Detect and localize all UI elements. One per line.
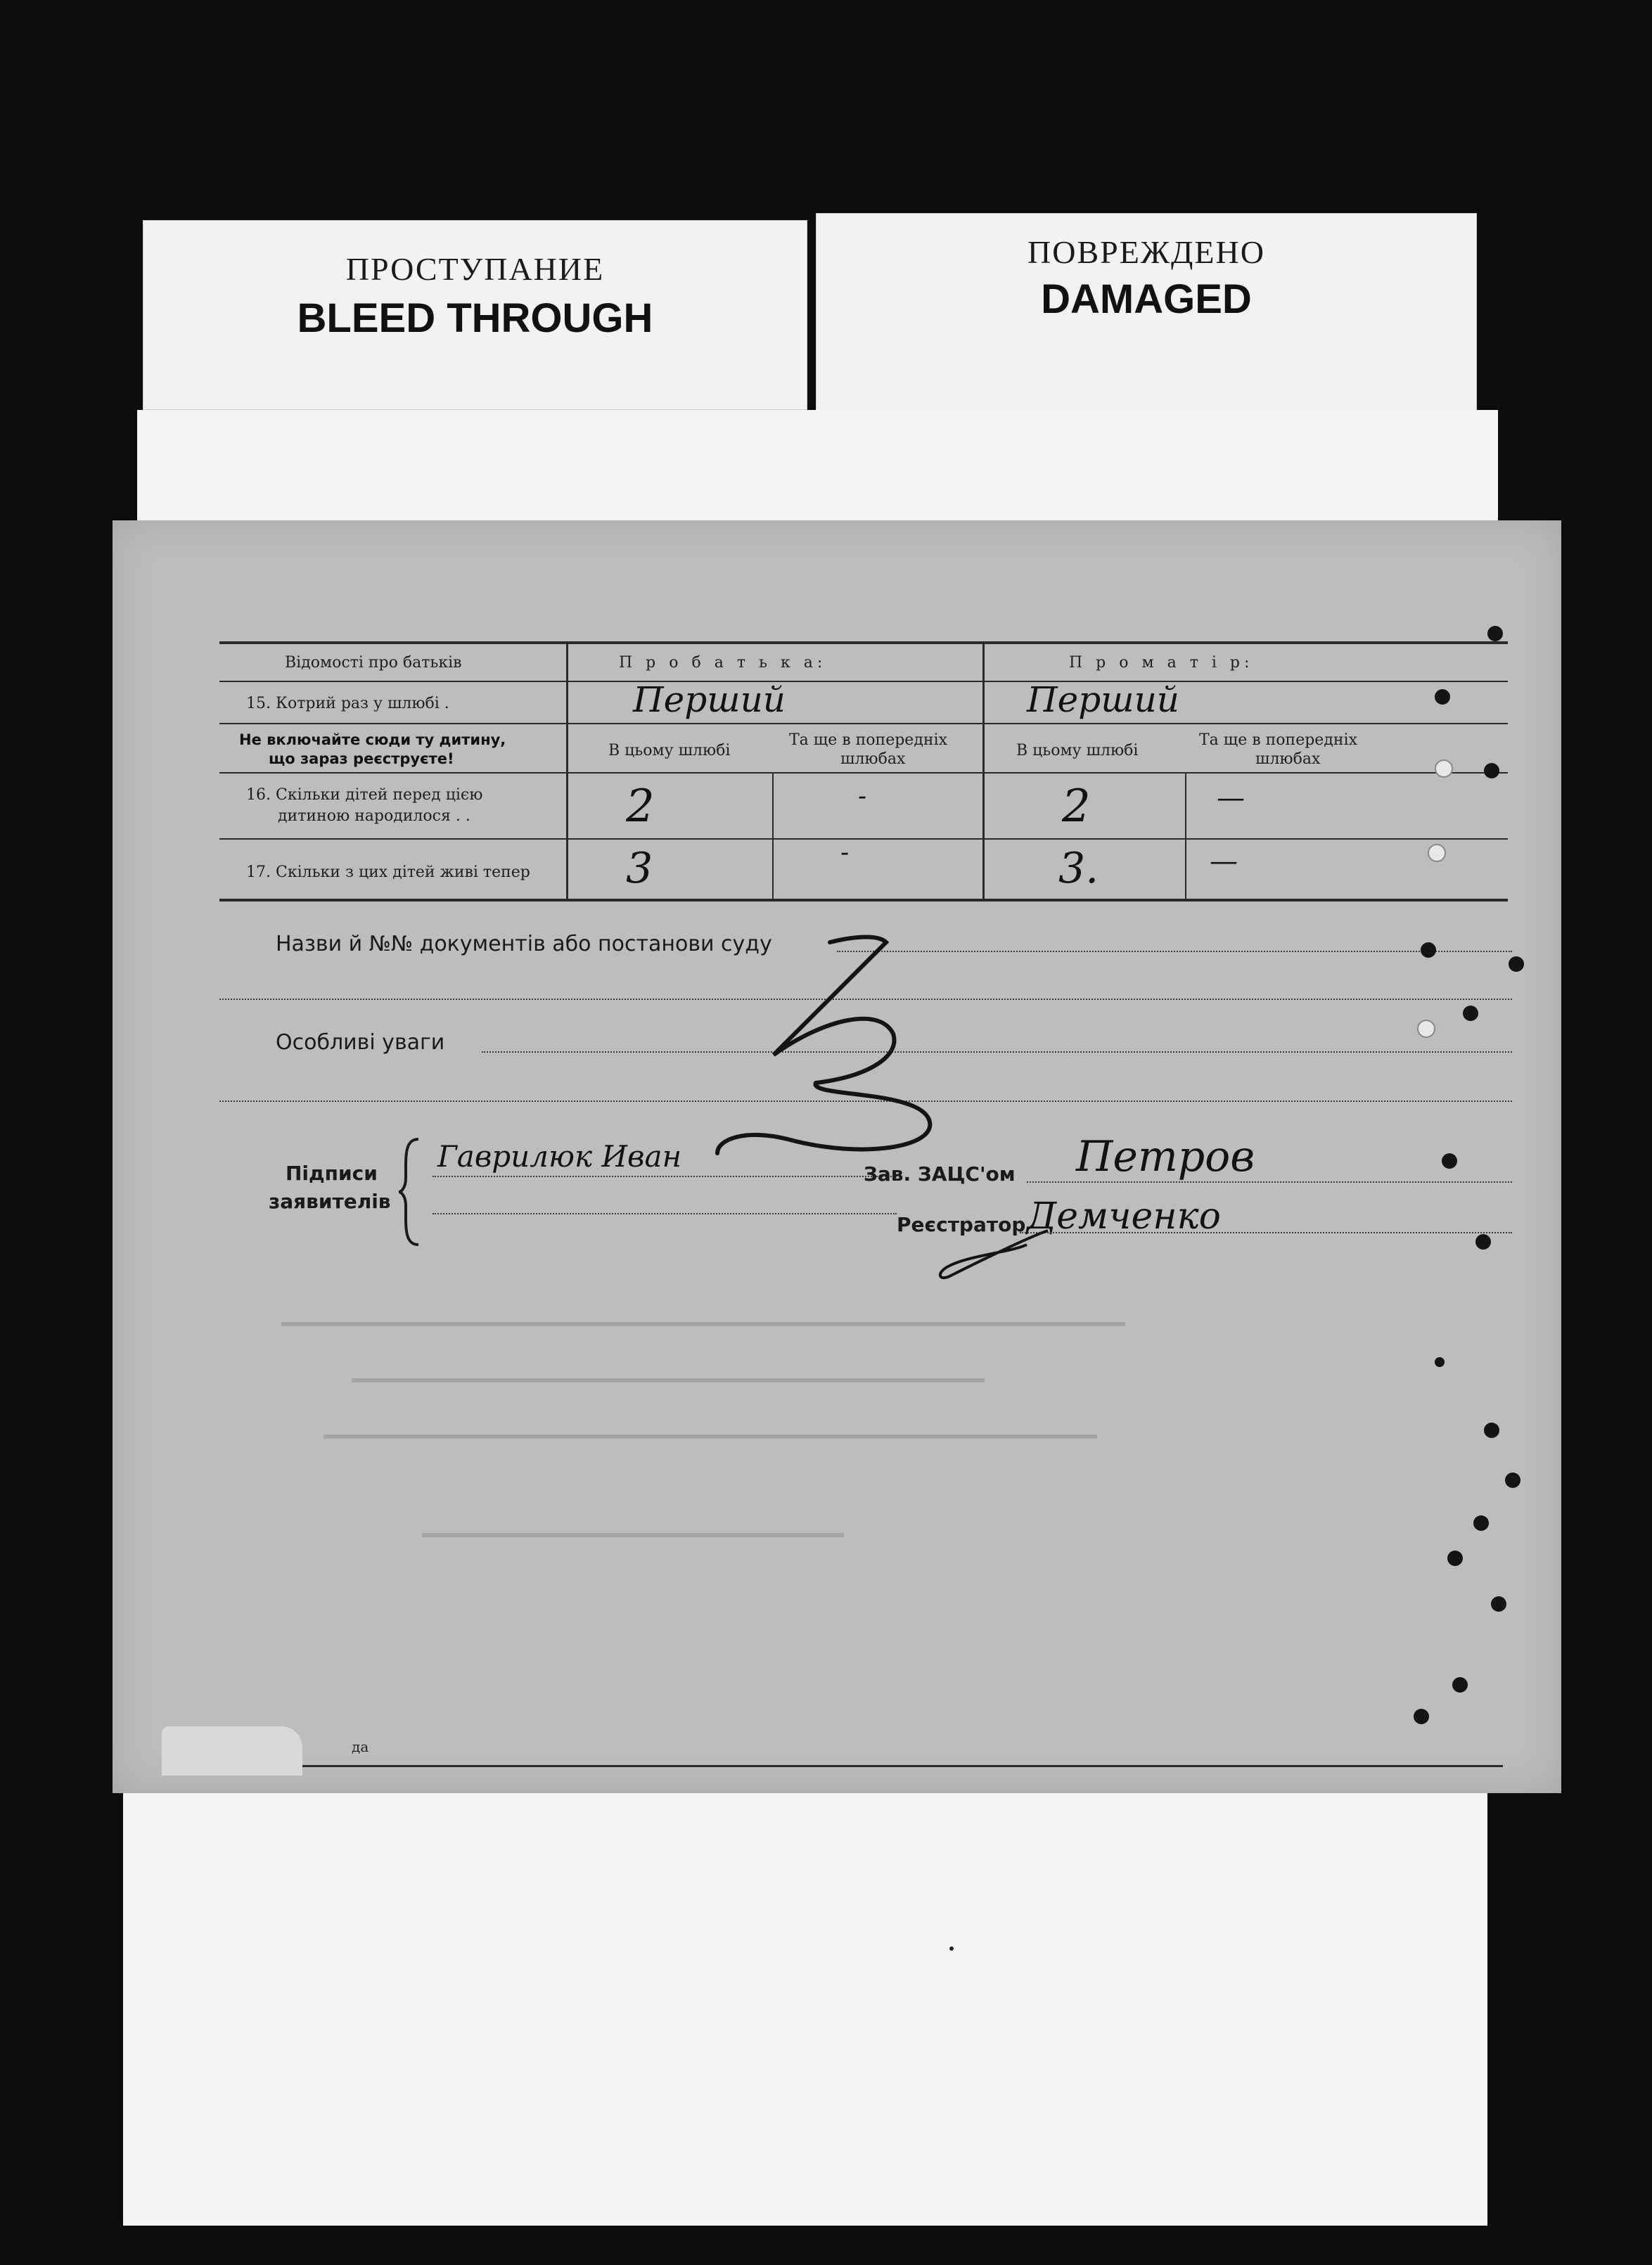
documents-label: Назви й №№ документів або постанови суду — [276, 932, 772, 956]
punch-hole — [1484, 763, 1499, 778]
applicant-line-2 — [433, 1213, 897, 1214]
blank-field-strike-mark — [647, 928, 1041, 1167]
damaged-tag-cyrillic: ПОВРЕЖДЕНО — [1027, 234, 1265, 270]
punch-hole — [1475, 1234, 1491, 1250]
bleed-through-tag — [143, 220, 807, 410]
header-about-father: П р о б а т ь к а: — [619, 654, 827, 672]
punch-hole — [1435, 689, 1450, 705]
punch-hole — [1473, 1515, 1489, 1531]
punch-hole — [1487, 626, 1503, 641]
row17-label: 17. Скільки з цих дітей живі тепер — [246, 864, 530, 881]
signatures-brace — [397, 1136, 425, 1248]
row15-label: 15. Котрий раз у шлюбі . — [246, 695, 449, 712]
mother-previous-header-1: Та ще в попередніх — [1199, 731, 1357, 749]
father-previous-header-1: Та ще в попередніх — [789, 731, 947, 749]
damaged-tag — [816, 213, 1477, 413]
punch-hole — [1463, 1006, 1478, 1021]
row17-father-prev: - — [840, 838, 850, 867]
punch-hole — [1414, 1709, 1429, 1724]
bleed-through-traces — [281, 1322, 1336, 1603]
applicant-signature: Гаврилюк Иван — [437, 1139, 682, 1174]
note-line2: що зараз реєструєте! — [269, 750, 454, 767]
row15-mother-value: Перший — [1027, 679, 1179, 720]
header-parents-info: Відомості про батьків — [285, 654, 462, 672]
punch-hole — [1435, 759, 1453, 778]
bottom-stub-text: да — [352, 1738, 369, 1755]
punch-hole — [1435, 1357, 1445, 1367]
header-about-mother: П р о м а т і р: — [1069, 654, 1254, 672]
punch-hole — [1484, 1423, 1499, 1438]
punch-hole — [1421, 942, 1436, 958]
father-previous-header-2: шлюбах — [840, 750, 906, 768]
punch-hole — [1428, 844, 1446, 862]
row16-label-2: дитиною народилося . . — [278, 807, 470, 825]
registrar-flourish — [928, 1224, 1069, 1287]
note-line1: Не включайте сюди ту дитину, — [239, 731, 506, 748]
head-of-registry-label: Зав. ЗАЦС'ом — [864, 1162, 1016, 1186]
punch-hole — [1447, 1551, 1463, 1566]
punch-hole — [1452, 1677, 1468, 1693]
row16-mother-this: 2 — [1062, 781, 1091, 833]
registrar-label: Реєстратор — [897, 1213, 1026, 1236]
bleed-through-tag-latin: BLEED THROUGH — [297, 295, 653, 341]
row16-label-1: 16. Скільки дітей перед цією — [246, 786, 483, 804]
row16-mother-prev: — — [1217, 782, 1245, 814]
row16-father-this: 2 — [626, 781, 655, 833]
punch-hole — [1505, 1472, 1520, 1488]
dust-dot — [949, 1946, 954, 1951]
bottom-rule — [299, 1765, 1503, 1767]
punch-hole — [1491, 1596, 1506, 1612]
mother-this-marriage-header: В цьому шлюбі — [1016, 742, 1139, 759]
row16-father-prev: - — [858, 782, 867, 811]
father-this-marriage-header: В цьому шлюбі — [608, 742, 731, 759]
row17-mother-this: 3. — [1058, 844, 1099, 893]
backing-sheet-bottom — [123, 1790, 1487, 2226]
head-line — [1027, 1181, 1512, 1183]
signatures-label-2: заявителів — [269, 1190, 391, 1213]
damaged-tag-latin: DAMAGED — [1041, 276, 1252, 322]
backing-sheet-top — [137, 410, 1498, 537]
birth-record-form — [113, 520, 1561, 1793]
mother-previous-header-2: шлюбах — [1255, 750, 1321, 768]
remarks-label: Особливі уваги — [276, 1030, 445, 1055]
applicant-line-1 — [433, 1176, 897, 1177]
torn-corner — [162, 1726, 302, 1776]
row17-father-this: 3 — [626, 844, 653, 893]
registrar-signature: Демченко — [1027, 1195, 1221, 1238]
punch-hole — [1417, 1020, 1435, 1038]
registrar-line — [1020, 1232, 1512, 1233]
bleed-through-tag-cyrillic: ПРОСТУПАНИЕ — [345, 251, 605, 287]
row15-father-value: Перший — [633, 679, 786, 720]
head-of-registry-signature: Петров — [1076, 1132, 1255, 1181]
row17-mother-prev: — — [1210, 845, 1238, 878]
punch-hole — [1509, 956, 1524, 972]
signatures-label-1: Підписи — [286, 1162, 378, 1185]
punch-hole — [1442, 1153, 1457, 1169]
